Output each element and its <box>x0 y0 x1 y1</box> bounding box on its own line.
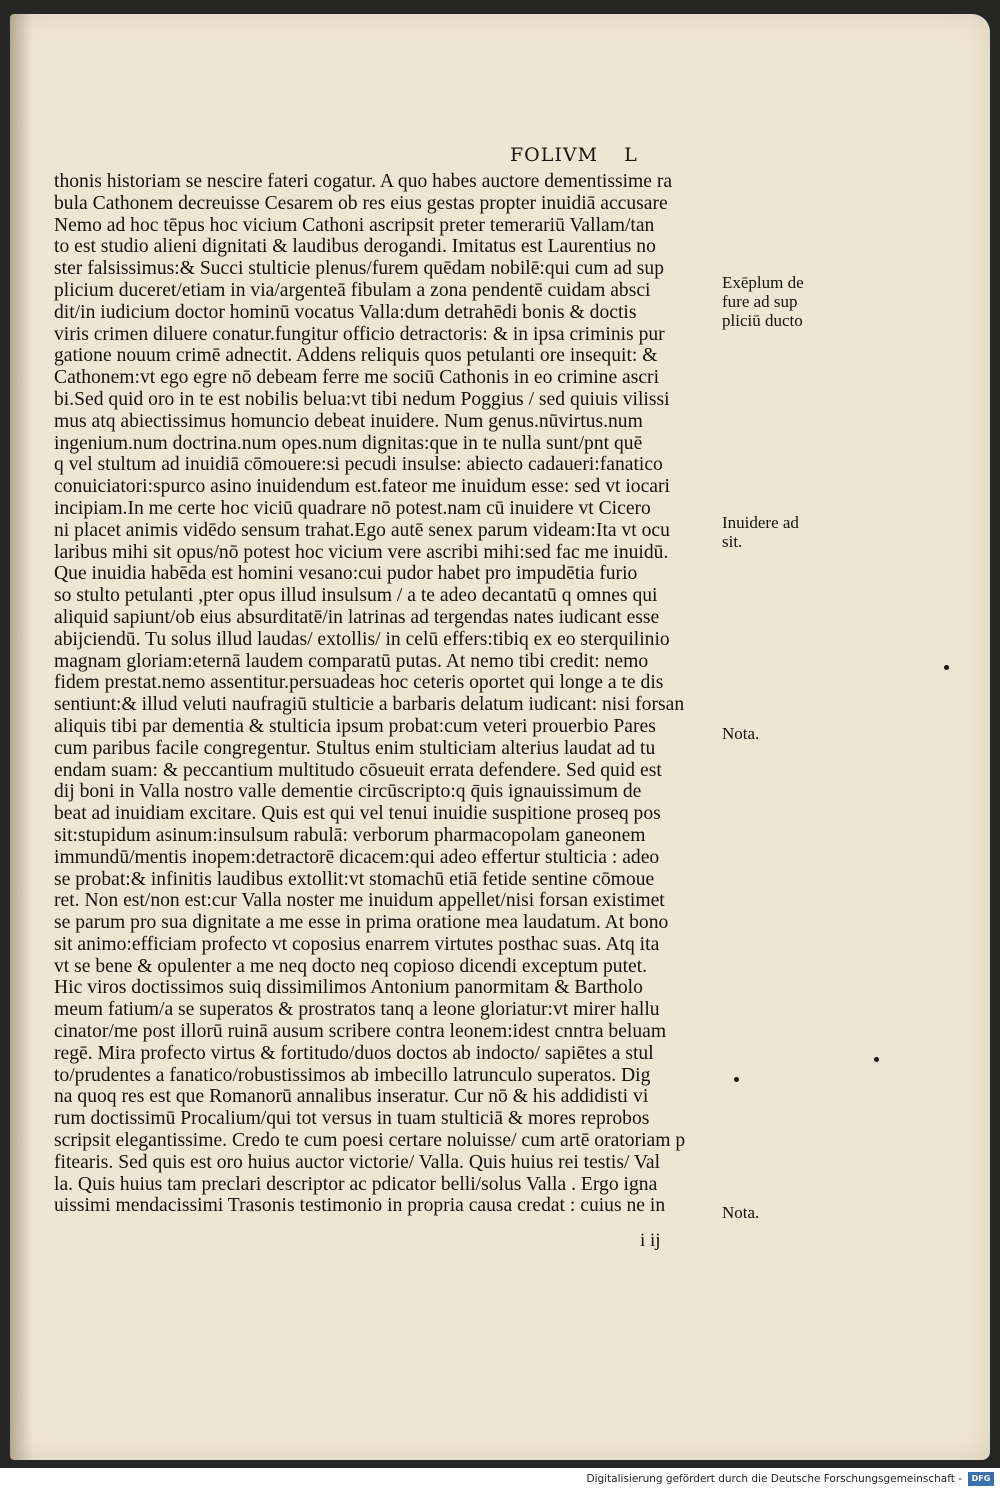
text-line: beat ad inuidiam excitare. Quis est qui vel tenui inuidie suspitione proseq pos <box>54 803 661 825</box>
text-line: incipiam.In me certe hoc viciū quadrare nō potest.nam cū inuidere vt Cicero <box>54 497 651 519</box>
text-line: ret. Non est/non est:cur Valla noster me inuidum appellet/nisi forsan existimet <box>54 890 665 912</box>
text-line: se probat:& infinitis laudibus extollit:vt stomachū etiā fetide sentine cōmoue <box>54 868 655 890</box>
text-line: vt se bene & opulenter a me neq docto neq copioso dicendi exceptum putet. <box>54 955 648 977</box>
text-line: conuiciatori:spurco asino inuidendum est.fateor me inuidum esse: sed vt iocari <box>54 476 670 498</box>
footer-bar <box>0 1468 1000 1493</box>
text-line: Cathonem:vt ego egre nō debeam ferre me sociū Cathonis in eo crimine ascri <box>54 367 660 389</box>
margin-note-line: Exēplum de <box>722 273 804 292</box>
text-line: to est studio alieni dignitati & laudibus derogandi. Imitatus est Laurentius no <box>54 236 656 258</box>
text-line: regē. Mira profecto virtus & fortitudo/duos doctos ab indocto/ sapiētes a stul <box>54 1042 654 1064</box>
text-line: ni placet animis vidēdo sensum trahat.Ego autē senex parum videam:Ita vt ocu <box>54 519 670 541</box>
ink-speck <box>734 1077 739 1082</box>
signature-mark: i ij <box>640 1230 661 1251</box>
text-line: bula Cathonem decreuisse Cesarem ob res eius gestas propter inuidiā accusare <box>54 192 668 214</box>
text-line: Hic viros doctissimos suiq dissimilimos Antonium panormitam & Bartholo <box>54 977 643 999</box>
margin-note-line: fure ad sup <box>722 292 798 311</box>
text-line: Que inuidia habēda est homini vesano:cui pudor habet pro impudētia furio <box>54 563 638 585</box>
text-line: laribus mihi sit opus/nō potest hoc vicium vere ascribi mihi:sed fac me inuidū. <box>54 541 669 563</box>
text-line: cum paribus facile congregentur. Stultus enim stulticiam alterius laudat ad tu <box>54 737 656 759</box>
text-line: scripsit elegantissime. Credo te cum poesi certare noluisse/ cum artē oratoriam p <box>54 1130 686 1152</box>
text-line: meum fatium/a se superatos & prostratos tanq a leone gloriatur:vt mirer hallu <box>54 999 660 1021</box>
margin-note-nota-2 <box>722 1203 759 1222</box>
text-line: dij boni in Valla nostro valle dementie circūscripto:q q̄uis ignauissimum de <box>54 781 642 803</box>
folio-title: FOLIVM <box>510 144 599 166</box>
margin-note-line: Nota. <box>722 1203 760 1222</box>
dfg-logo-icon: DFG <box>968 1472 994 1486</box>
text-line: cinator/me post illorū ruinā ausum scribere contra leonem:idest cnntra beluam <box>54 1021 667 1043</box>
text-line: mus atq abiectissimus homuncio debeat inuidere. Num genus.nūvirtus.num <box>54 410 643 432</box>
margin-note-exemplum <box>722 273 804 330</box>
margin-note-nota-1 <box>722 724 759 743</box>
text-line: endam suam: & peccantium multitudo cōsueuit errata defendere. Sed quid est <box>54 759 662 781</box>
text-line: viris crimen diluere conatur.fungitur officio detractoris: & in ipsa criminis pur <box>54 323 665 345</box>
text-line: q vel stultum ad inuidiā cōmouere:si pecudi insulse: abiecto cadaueri:fanatico <box>54 454 663 476</box>
text-line: se parum pro sua dignitate a me esse in prima oratione mea laudatum. At bono <box>54 912 669 934</box>
text-line: fitearis. Sed quis est oro huius auctor victorie/ Valla. Quis huius rei testis/ Val <box>54 1151 661 1173</box>
text-line: thonis historiam se nescire fateri cogatur. A quo habes auctore dementissime ra <box>54 171 673 192</box>
text-line: sit:stupidum asinum:insulsum rabulā: verborum pharmacopolam ganeonem <box>54 824 646 846</box>
text-line: immundū/mentis inopem:detractorē dicacem:qui adeo effertur stulticia : adeo <box>54 846 660 868</box>
text-line: ingenium.num doctrina.num opes.num dignitas:que in te nulla sunt/pnt quē <box>54 432 643 454</box>
text-line: gatione nouum crimē adnectit. Addens reliquis quos petulanti ore insequit: & <box>54 345 658 367</box>
text-line: dit/in iudicium doctor hominū vocatus Valla:dum detrahēdi bonis & doctis <box>54 301 637 323</box>
text-line: so stulto petulanti ,pter opus illud insulsum / a te adeo decantatū q omnes qui <box>54 585 658 607</box>
margin-note-line: Nota. <box>722 724 760 743</box>
binding-shadow <box>10 14 32 1460</box>
text-line: na quoq res est que Romanorū annalibus inseratur. Cur nō & his addidisti vi <box>54 1086 649 1108</box>
margin-note-inuidere <box>722 513 799 551</box>
footer-credit: Digitalisierung gefördert durch die Deutsche Forschungsgemeinschaft - <box>586 1473 962 1485</box>
ink-speck <box>944 665 949 670</box>
folio-number: L <box>624 144 638 166</box>
text-line: abijciendū. Tu solus illud laudas/ extollis/ in celū effers:tibiq ex eo sterquilinio <box>54 628 670 650</box>
text-line: uissimi mendacissimi Trasonis testimonio in propria causa credat : cuius ne in <box>54 1195 666 1217</box>
ink-speck <box>874 1057 879 1062</box>
margin-note-line: pliciū ducto <box>722 311 803 330</box>
text-line: fidem prestat.nemo assentitur.persuadeas hoc ceteris oportet qui longe a te dis <box>54 672 664 694</box>
margin-note-line: sit. <box>722 532 743 551</box>
text-line: la. Quis huius tam preclari descriptor ac pdicator belli/solus Valla . Ergo igna <box>54 1173 658 1195</box>
text-line: plicium duceret/etiam in via/argenteā fibulam a zona pendentē cuidam absci <box>54 279 651 301</box>
text-line: ster falsissimus:& Succi stulticie plenus/furem quēdam nobilē:qui cum ad sup <box>54 258 665 280</box>
text-line: magnam gloriam:eternā laudem comparatū putas. At nemo tibi credit: nemo <box>54 650 649 672</box>
text-line: aliquis tibi par dementia & stulticia ipsum probat:cum veteri prouerbio Pares <box>54 715 656 737</box>
text-line: bi.Sed quid oro in te est nobilis belua:vt tibi nedum Poggius / sed quiuis vilissi <box>54 388 670 410</box>
text-line: sit animo:efficiam profecto vt coposius enarrem virtutes posthac suas. Atq ita <box>54 933 660 955</box>
text-line: sentiunt:& illud veluti naufragiū stulticie a barbaris delatum iudicant: nisi forsan <box>54 694 685 716</box>
main-text-column <box>54 171 714 1217</box>
text-line: Nemo ad hoc tēpus hoc vicium Cathoni ascripsit preter temerariū Vallam/tan <box>54 214 655 236</box>
text-line: to/prudentes a fanatico/robustissimos ab imbecillo latrunculo superatos. Dig <box>54 1064 651 1086</box>
margin-note-line: Inuidere ad <box>722 513 799 532</box>
text-line: rum doctissimū Procalium/qui tot versus in tuam stulticiā & mores reprobos <box>54 1108 650 1130</box>
folio-header <box>510 144 638 166</box>
text-line: aliquid sapiunt/ob eius absurditatē/in latrinas ad tergendas nates iudicant esse <box>54 606 660 628</box>
